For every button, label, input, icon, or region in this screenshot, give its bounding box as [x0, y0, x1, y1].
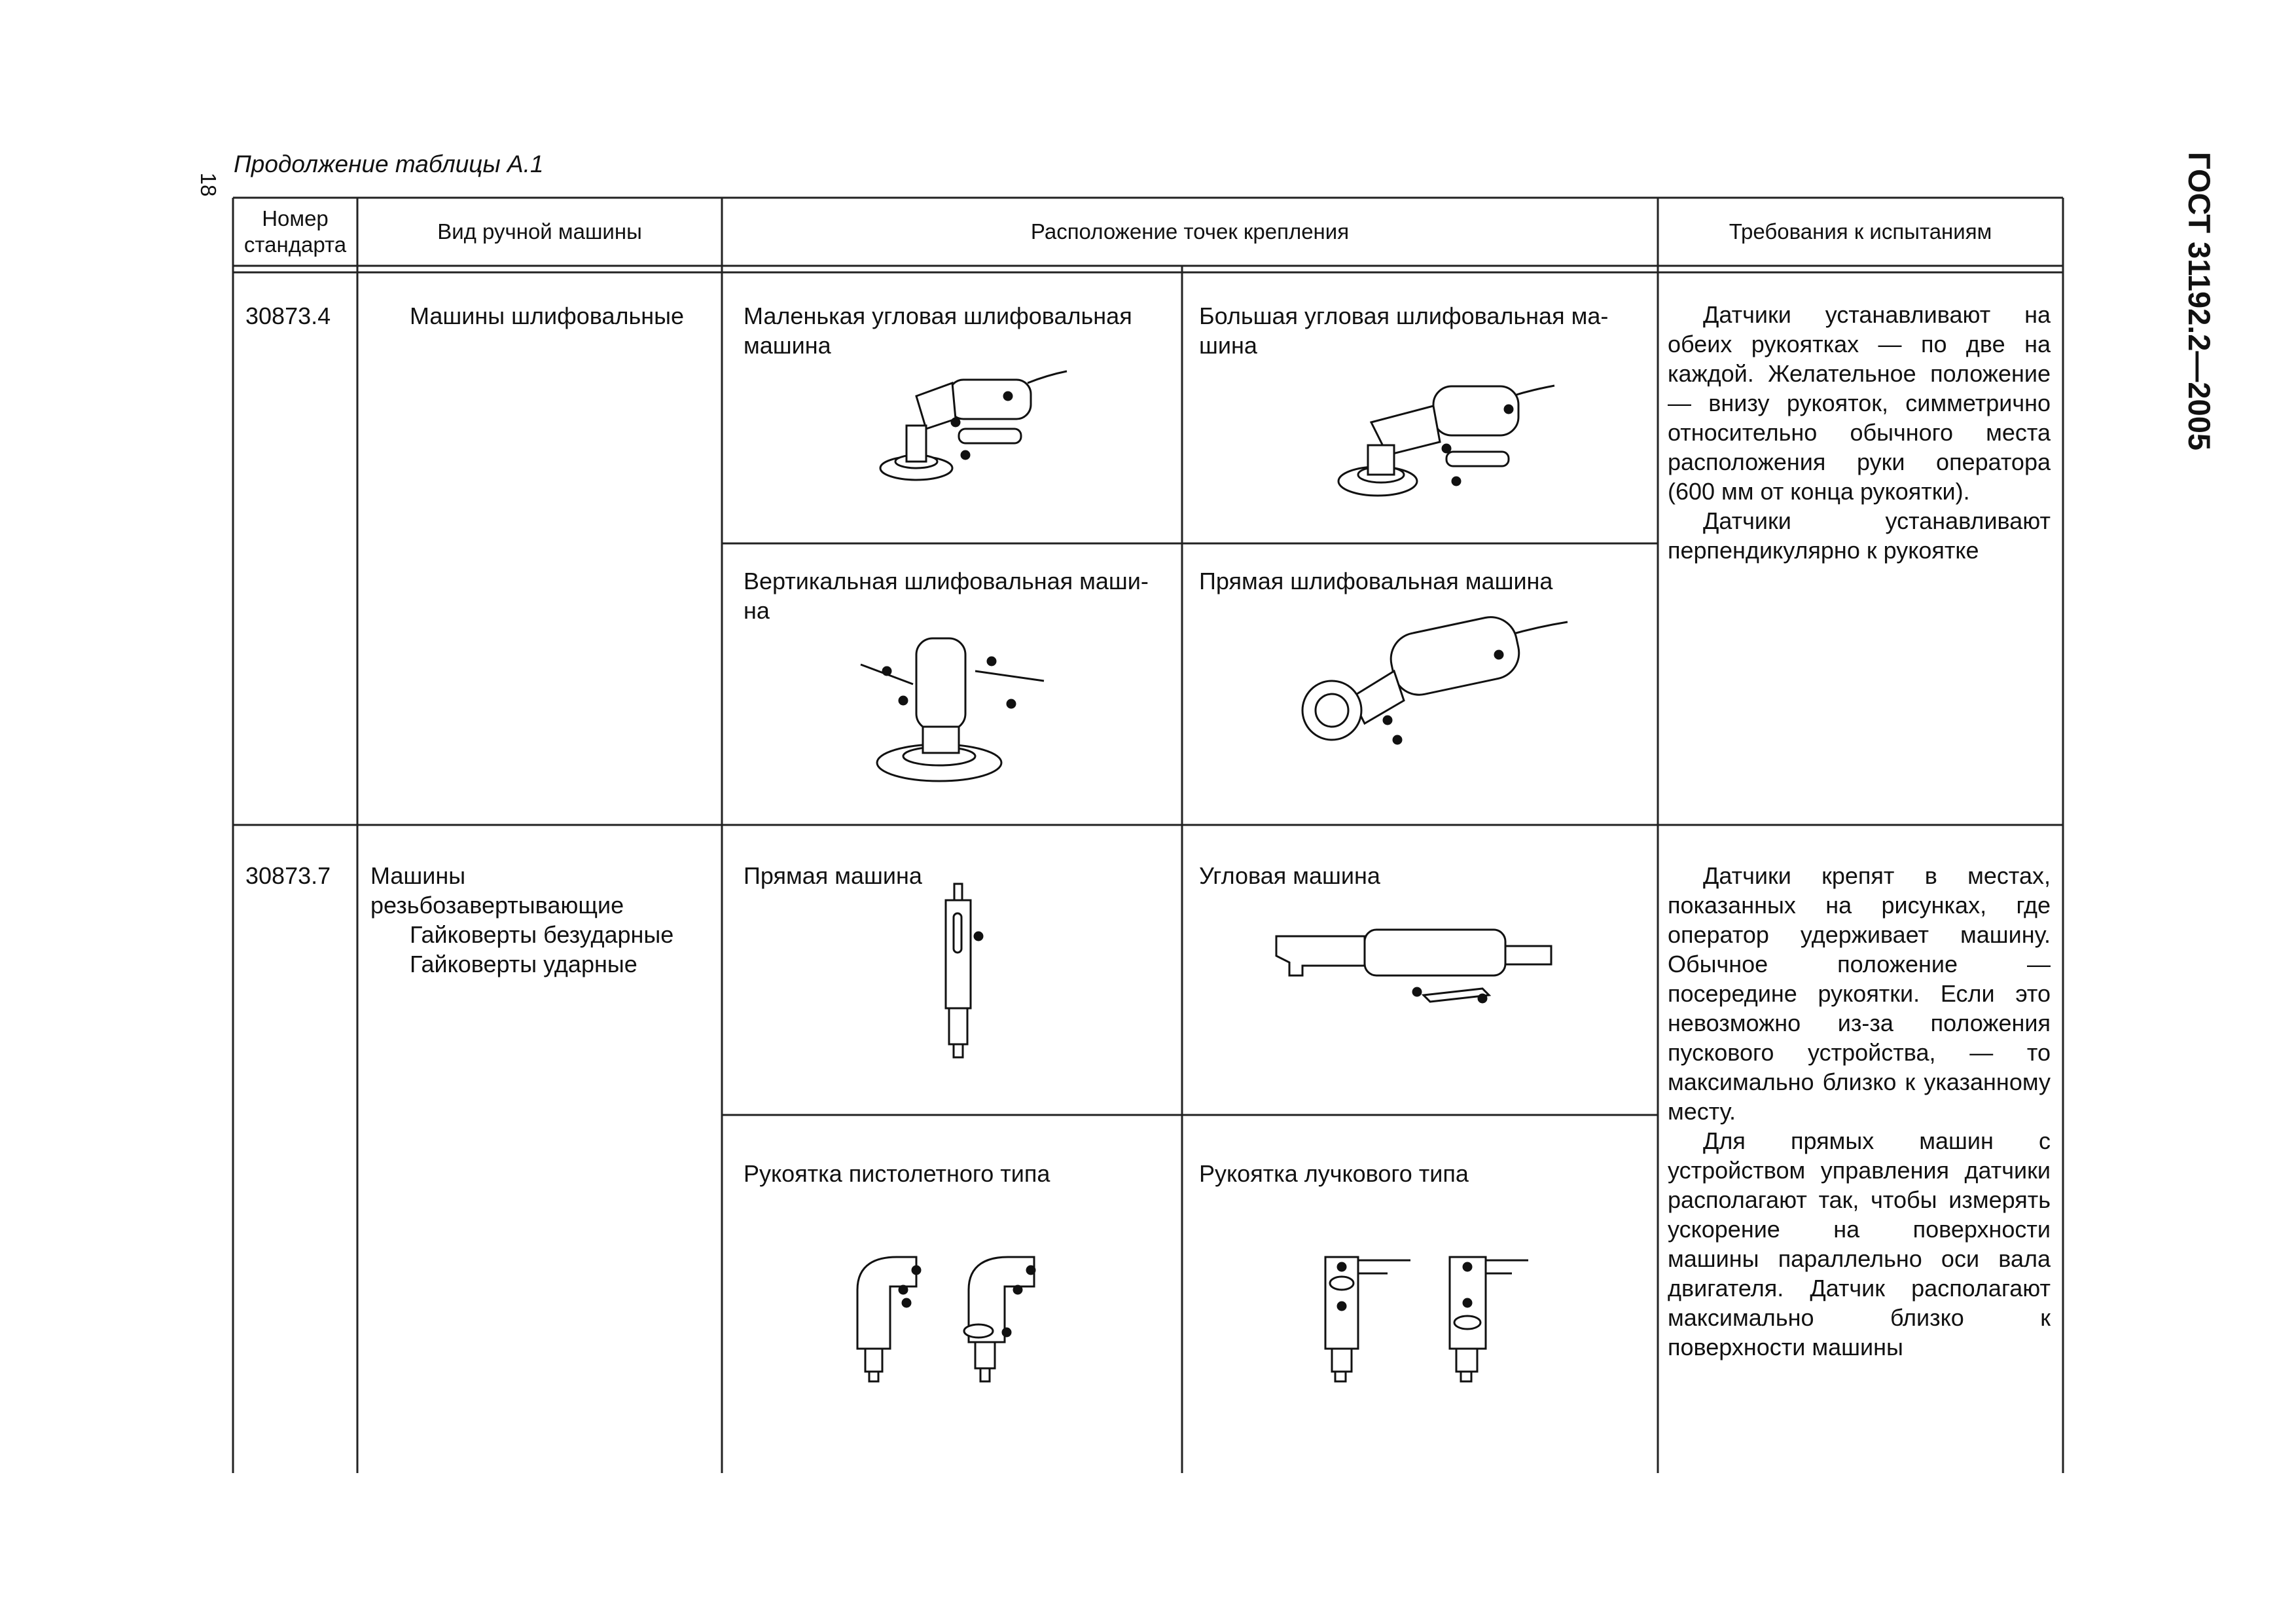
machine-type-line: Гайковерты безударные [410, 921, 674, 948]
standard-number-cell: 30873.4 [245, 302, 331, 329]
machine-type-cell: Машины шлифовальные [410, 302, 685, 329]
image-caption: Рукоятка лучкового типа [1199, 1160, 1469, 1187]
large-angle-grinder-icon [1335, 370, 1551, 517]
small-angle-grinder-icon [870, 357, 1067, 494]
angle-nutrunner-icon [1273, 923, 1568, 1015]
machine-type-line: Гайковерты ударные [410, 951, 637, 977]
image-caption: Угловая машина [1199, 862, 1380, 889]
machine-type-cell [370, 861, 717, 979]
page-number: 18 [196, 172, 221, 197]
table-continuation-title: Продолжение таблицы А.1 [234, 151, 544, 177]
image-caption: Прямая машина [744, 862, 922, 889]
straight-nutrunner-icon [936, 877, 988, 1061]
requirements-paragraph: Для прямых машин с устройством управления датчики располагают так, чтобы измерять ускорение на поверхности машины параллельно оси вала двигателя. Датчик располагают максимально близко к поверхности машины [1668, 1127, 2051, 1360]
document-code: ГОСТ 31192.2—2005 [2182, 152, 2217, 450]
vertical-grinder-icon [854, 632, 1057, 782]
pistol-grip-icon [851, 1254, 1073, 1395]
standard-number-cell: 30873.7 [245, 862, 331, 889]
requirements-cell [1668, 300, 2051, 565]
machine-type-line: Машины резьбозавертывающие [370, 862, 624, 919]
image-caption: Прямая шлифовальная машина [1199, 568, 1553, 594]
requirements-paragraph: Датчики крепят в местах, показанных на рисунках, где оператор удерживает машину. Обычное положение — посередине рукоятки. Если это невозможно из-за положения пускового устройства, — то максимально близко к указанному месту. [1668, 862, 2051, 1125]
requirements-cell [1668, 861, 2051, 1362]
requirements-paragraph: Датчики устанавливают перпендикулярно к рукоятке [1668, 507, 2051, 564]
header-standard-number: Номер стандарта [243, 206, 347, 257]
image-caption: Большая угловая шлифовальная ма-шина [1199, 302, 1609, 359]
image-caption: Рукоятка пистолетного типа [744, 1160, 1050, 1187]
header-attachment-points: Расположение точек крепления [1030, 219, 1350, 244]
requirements-paragraph: Датчики устанавливают на обеих рукоятках — по две на каждой. Желательное положение — внизу рукояток, симметрично относительно обычного места расположения руки оператора (600 мм от конца рукоятки). [1668, 301, 2051, 505]
bow-grip-icon [1316, 1250, 1538, 1395]
straight-grinder-icon [1299, 609, 1568, 769]
image-caption: Маленькая угловая шлифовальная машина [744, 302, 1132, 359]
image-caption: Вертикальная шлифовальная маши-на [744, 568, 1149, 624]
header-machine-type: Вид ручной машины [437, 219, 642, 244]
header-test-requirements: Требования к испытаниям [1729, 219, 1992, 244]
